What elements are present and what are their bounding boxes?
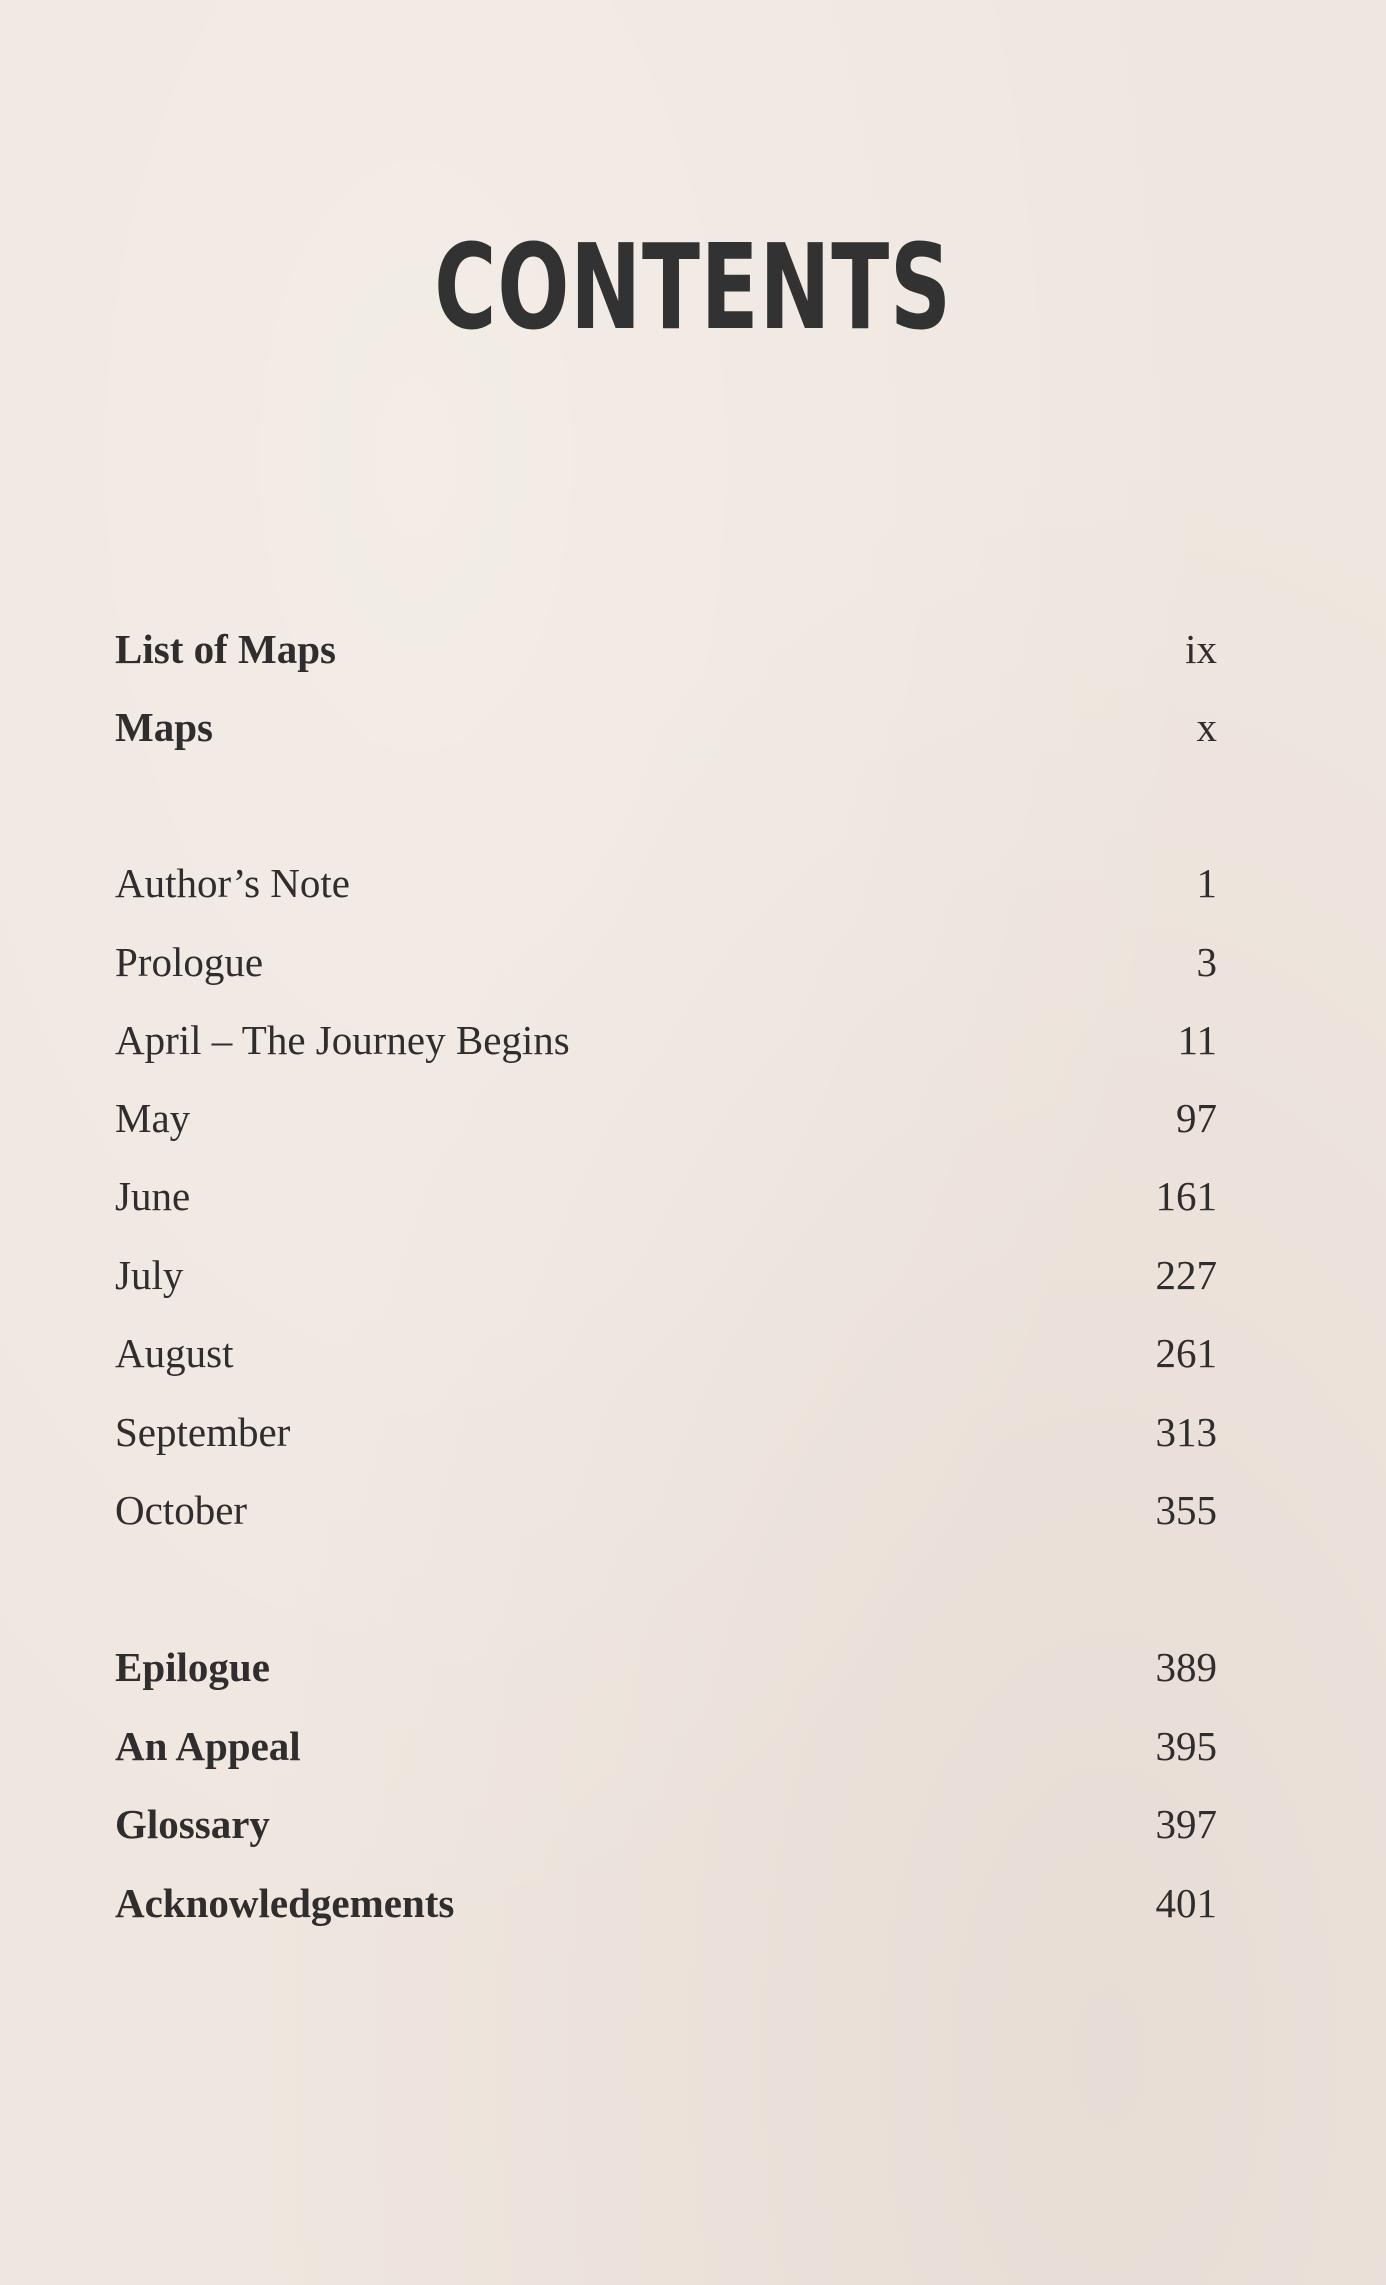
toc-entry-label: September bbox=[115, 1409, 291, 1455]
toc-entry-page: 313 bbox=[1155, 1409, 1217, 1455]
toc-entry-page: 1 bbox=[1196, 860, 1217, 906]
toc-entry-september bbox=[115, 1397, 1217, 1467]
toc-entry-label: List of Maps bbox=[115, 626, 336, 672]
toc-entry-list-of-maps bbox=[115, 614, 1217, 684]
toc-entry-epilogue bbox=[115, 1632, 1217, 1702]
toc-entry-july bbox=[115, 1240, 1217, 1310]
toc-entry-label: Glossary bbox=[115, 1801, 270, 1847]
toc-entry-april bbox=[115, 1005, 1217, 1075]
page-title: CONTENTS bbox=[434, 218, 952, 356]
toc-entry-page: 161 bbox=[1155, 1173, 1217, 1219]
toc-entry-label: Author’s Note bbox=[115, 860, 350, 906]
toc-entry-label: May bbox=[115, 1095, 191, 1141]
toc-entry-glossary bbox=[115, 1789, 1217, 1859]
toc-entry-label: June bbox=[115, 1173, 191, 1219]
toc-entry-label: An Appeal bbox=[115, 1723, 301, 1769]
toc-entry-page: 389 bbox=[1155, 1644, 1217, 1690]
toc-entry-label: Maps bbox=[115, 704, 213, 750]
toc-entry-label: April – The Journey Begins bbox=[115, 1017, 570, 1063]
toc-entry-an-appeal bbox=[115, 1711, 1217, 1781]
toc-entry-may bbox=[115, 1083, 1217, 1153]
toc-entry-authors-note bbox=[115, 848, 1217, 918]
toc-entry-october bbox=[115, 1475, 1217, 1545]
toc-entry-maps bbox=[115, 692, 1217, 762]
toc-entry-august bbox=[115, 1318, 1217, 1388]
toc-entry-page: 401 bbox=[1155, 1880, 1217, 1926]
toc-entry-label: Epilogue bbox=[115, 1644, 270, 1690]
toc-entry-page: 261 bbox=[1155, 1330, 1217, 1376]
toc-entry-page: x bbox=[1196, 704, 1217, 750]
toc-entry-page: 355 bbox=[1155, 1487, 1217, 1533]
toc-entry-label: Prologue bbox=[115, 939, 264, 985]
toc-entry-label: October bbox=[115, 1487, 248, 1533]
toc-entry-acknowledgements bbox=[115, 1868, 1217, 1938]
toc-entry-label: Acknowledgements bbox=[115, 1880, 455, 1926]
toc-entry-label: August bbox=[115, 1330, 234, 1376]
toc-entry-prologue bbox=[115, 927, 1217, 997]
toc-entry-page: 397 bbox=[1155, 1801, 1217, 1847]
toc-entry-page: 395 bbox=[1155, 1723, 1217, 1769]
toc-entry-page: 97 bbox=[1176, 1095, 1217, 1141]
toc-entry-label: July bbox=[115, 1252, 184, 1298]
toc-entry-page: ix bbox=[1185, 626, 1217, 672]
toc-entry-page: 227 bbox=[1155, 1252, 1217, 1298]
toc-entry-page: 11 bbox=[1177, 1017, 1217, 1063]
toc-entry-june bbox=[115, 1161, 1217, 1231]
toc-entry-page: 3 bbox=[1196, 939, 1217, 985]
